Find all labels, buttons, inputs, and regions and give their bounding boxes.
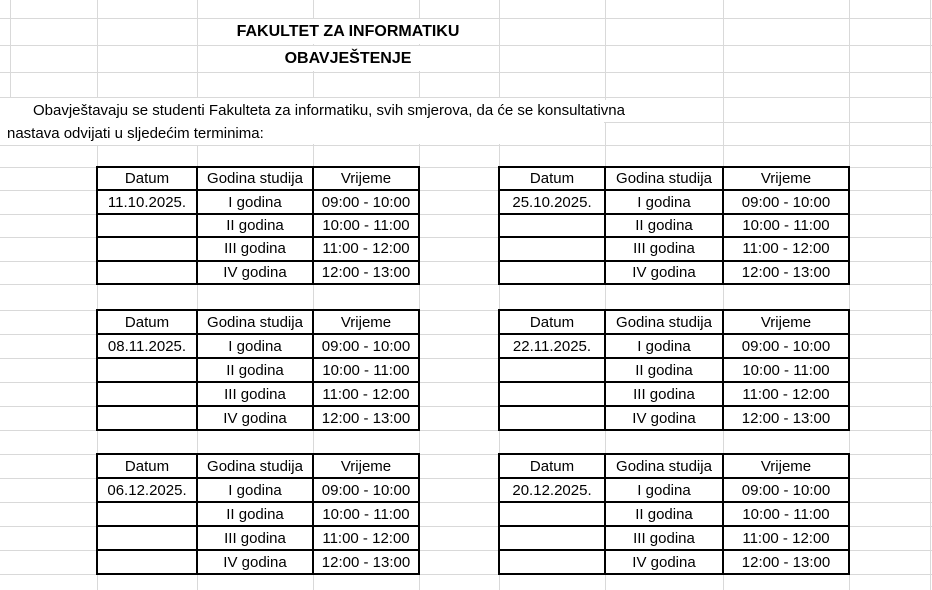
- column-header-cell[interactable]: Datum: [499, 454, 605, 478]
- time-slot-cell[interactable]: 12:00 - 13:00: [313, 550, 419, 574]
- column-header-cell[interactable]: Vrijeme: [723, 310, 849, 334]
- study-year-cell[interactable]: IV godina: [605, 550, 723, 574]
- time-slot-cell[interactable]: 09:00 - 10:00: [313, 334, 419, 358]
- time-slot-cell[interactable]: 11:00 - 12:00: [723, 526, 849, 550]
- study-year-cell[interactable]: III godina: [197, 237, 313, 260]
- time-slot-cell[interactable]: 11:00 - 12:00: [313, 237, 419, 260]
- table-row: [499, 214, 849, 237]
- empty-date-cell[interactable]: [97, 237, 197, 260]
- column-header-cell[interactable]: Godina studija: [197, 167, 313, 190]
- time-slot-cell[interactable]: 09:00 - 10:00: [723, 478, 849, 502]
- time-slot-cell[interactable]: 10:00 - 11:00: [313, 214, 419, 237]
- study-year-cell[interactable]: II godina: [605, 358, 723, 382]
- table-row: [97, 190, 419, 213]
- time-slot-cell[interactable]: 10:00 - 11:00: [723, 358, 849, 382]
- time-slot-cell[interactable]: 09:00 - 10:00: [723, 190, 849, 213]
- table-row: [499, 190, 849, 213]
- column-header-cell[interactable]: Datum: [97, 454, 197, 478]
- schedule-table-3: [96, 309, 420, 431]
- time-slot-cell[interactable]: 11:00 - 12:00: [723, 237, 849, 260]
- table-row: [499, 502, 849, 526]
- study-year-cell[interactable]: IV godina: [197, 261, 313, 284]
- table-row: [499, 261, 849, 284]
- date-cell[interactable]: 20.12.2025.: [499, 478, 605, 502]
- schedule-table-2: [498, 166, 850, 285]
- column-header-cell[interactable]: Datum: [499, 167, 605, 190]
- gridline-horizontal: [0, 145, 932, 146]
- table-row: [97, 237, 419, 260]
- table-row: [499, 358, 849, 382]
- empty-date-cell[interactable]: [97, 526, 197, 550]
- time-slot-cell[interactable]: 12:00 - 13:00: [723, 550, 849, 574]
- table-row: [97, 358, 419, 382]
- schedule-table-6: [498, 453, 850, 575]
- empty-date-cell[interactable]: [499, 214, 605, 237]
- date-cell[interactable]: 06.12.2025.: [97, 478, 197, 502]
- study-year-cell[interactable]: II godina: [197, 502, 313, 526]
- table-row: [499, 406, 849, 430]
- schedule-table-5: [96, 453, 420, 575]
- table-row: [499, 478, 849, 502]
- study-year-cell[interactable]: II godina: [197, 358, 313, 382]
- column-header-cell[interactable]: Vrijeme: [313, 454, 419, 478]
- column-header-cell[interactable]: Godina studija: [605, 454, 723, 478]
- study-year-cell[interactable]: IV godina: [197, 406, 313, 430]
- time-slot-cell[interactable]: 10:00 - 11:00: [313, 502, 419, 526]
- column-header-cell[interactable]: Vrijeme: [313, 167, 419, 190]
- time-slot-cell[interactable]: 11:00 - 12:00: [313, 382, 419, 406]
- empty-date-cell[interactable]: [499, 550, 605, 574]
- study-year-cell[interactable]: III godina: [197, 526, 313, 550]
- intro-merged-cell[interactable]: [0, 98, 625, 144]
- empty-date-cell[interactable]: [499, 382, 605, 406]
- table-row: [97, 478, 419, 502]
- study-year-cell[interactable]: II godina: [197, 214, 313, 237]
- empty-date-cell[interactable]: [499, 526, 605, 550]
- time-slot-cell[interactable]: 11:00 - 12:00: [313, 526, 419, 550]
- study-year-cell[interactable]: IV godina: [605, 261, 723, 284]
- table-row: [97, 382, 419, 406]
- column-header-cell[interactable]: Godina studija: [605, 167, 723, 190]
- empty-date-cell[interactable]: [499, 502, 605, 526]
- date-cell[interactable]: 11.10.2025.: [97, 190, 197, 213]
- table-row: [499, 237, 849, 260]
- date-cell[interactable]: 08.11.2025.: [97, 334, 197, 358]
- schedule-table-1: [96, 166, 420, 285]
- column-header-cell[interactable]: Godina studija: [605, 310, 723, 334]
- table-row: [97, 214, 419, 237]
- empty-date-cell[interactable]: [97, 406, 197, 430]
- schedule-table-4: [498, 309, 850, 431]
- date-cell[interactable]: 22.11.2025.: [499, 334, 605, 358]
- column-header-cell[interactable]: Vrijeme: [313, 310, 419, 334]
- time-slot-cell[interactable]: 10:00 - 11:00: [723, 502, 849, 526]
- column-header-cell[interactable]: Godina studija: [197, 310, 313, 334]
- intro-line-2: nastava odvijati u sljedećim terminima:: [7, 123, 264, 145]
- gridline-horizontal: [0, 72, 932, 73]
- title-merged-cell[interactable]: FAKULTET ZA INFORMATIKU: [198, 19, 498, 44]
- table-row: [97, 502, 419, 526]
- empty-date-cell[interactable]: [499, 358, 605, 382]
- study-year-cell[interactable]: I godina: [197, 478, 313, 502]
- empty-date-cell[interactable]: [499, 237, 605, 260]
- time-slot-cell[interactable]: 12:00 - 13:00: [723, 406, 849, 430]
- empty-date-cell[interactable]: [97, 358, 197, 382]
- column-header-cell[interactable]: Godina studija: [197, 454, 313, 478]
- empty-date-cell[interactable]: [97, 502, 197, 526]
- time-slot-cell[interactable]: 12:00 - 13:00: [313, 406, 419, 430]
- table-row: [499, 550, 849, 574]
- study-year-cell[interactable]: II godina: [605, 214, 723, 237]
- time-slot-cell[interactable]: 12:00 - 13:00: [723, 261, 849, 284]
- table-row: [97, 526, 419, 550]
- study-year-cell[interactable]: III godina: [197, 382, 313, 406]
- study-year-cell[interactable]: III godina: [605, 382, 723, 406]
- column-header-cell[interactable]: Datum: [499, 310, 605, 334]
- gridline-vertical: [10, 0, 11, 97]
- study-year-cell[interactable]: I godina: [605, 190, 723, 213]
- subtitle-merged-cell[interactable]: OBAVJEŠTENJE: [198, 46, 498, 71]
- empty-date-cell[interactable]: [499, 406, 605, 430]
- study-year-cell[interactable]: III godina: [605, 526, 723, 550]
- column-header-cell[interactable]: Vrijeme: [723, 454, 849, 478]
- date-cell[interactable]: 25.10.2025.: [499, 190, 605, 213]
- empty-date-cell[interactable]: [97, 550, 197, 574]
- table-row: [97, 550, 419, 574]
- empty-date-cell[interactable]: [97, 214, 197, 237]
- column-header-cell[interactable]: Datum: [97, 167, 197, 190]
- study-year-cell[interactable]: IV godina: [197, 550, 313, 574]
- study-year-cell[interactable]: II godina: [605, 502, 723, 526]
- time-slot-cell[interactable]: 10:00 - 11:00: [313, 358, 419, 382]
- intro-line-1: Obavještavaju se studenti Fakulteta za informatiku, svih smjerova, da će se konsultativna: [33, 100, 625, 122]
- time-slot-cell[interactable]: 09:00 - 10:00: [723, 334, 849, 358]
- study-year-cell[interactable]: I godina: [605, 334, 723, 358]
- study-year-cell[interactable]: I godina: [197, 334, 313, 358]
- table-row: [97, 334, 419, 358]
- time-slot-cell[interactable]: 09:00 - 10:00: [313, 190, 419, 213]
- table-row: [499, 334, 849, 358]
- time-slot-cell[interactable]: 12:00 - 13:00: [313, 261, 419, 284]
- column-header-cell[interactable]: Vrijeme: [723, 167, 849, 190]
- empty-date-cell[interactable]: [97, 382, 197, 406]
- column-header-cell[interactable]: Datum: [97, 310, 197, 334]
- empty-date-cell[interactable]: [97, 261, 197, 284]
- time-slot-cell[interactable]: 10:00 - 11:00: [723, 214, 849, 237]
- study-year-cell[interactable]: III godina: [605, 237, 723, 260]
- empty-date-cell[interactable]: [499, 261, 605, 284]
- table-row: [499, 526, 849, 550]
- time-slot-cell[interactable]: 11:00 - 12:00: [723, 382, 849, 406]
- table-row: [97, 261, 419, 284]
- study-year-cell[interactable]: I godina: [197, 190, 313, 213]
- study-year-cell[interactable]: I godina: [605, 478, 723, 502]
- study-year-cell[interactable]: IV godina: [605, 406, 723, 430]
- time-slot-cell[interactable]: 09:00 - 10:00: [313, 478, 419, 502]
- table-row: [499, 382, 849, 406]
- table-row: [97, 406, 419, 430]
